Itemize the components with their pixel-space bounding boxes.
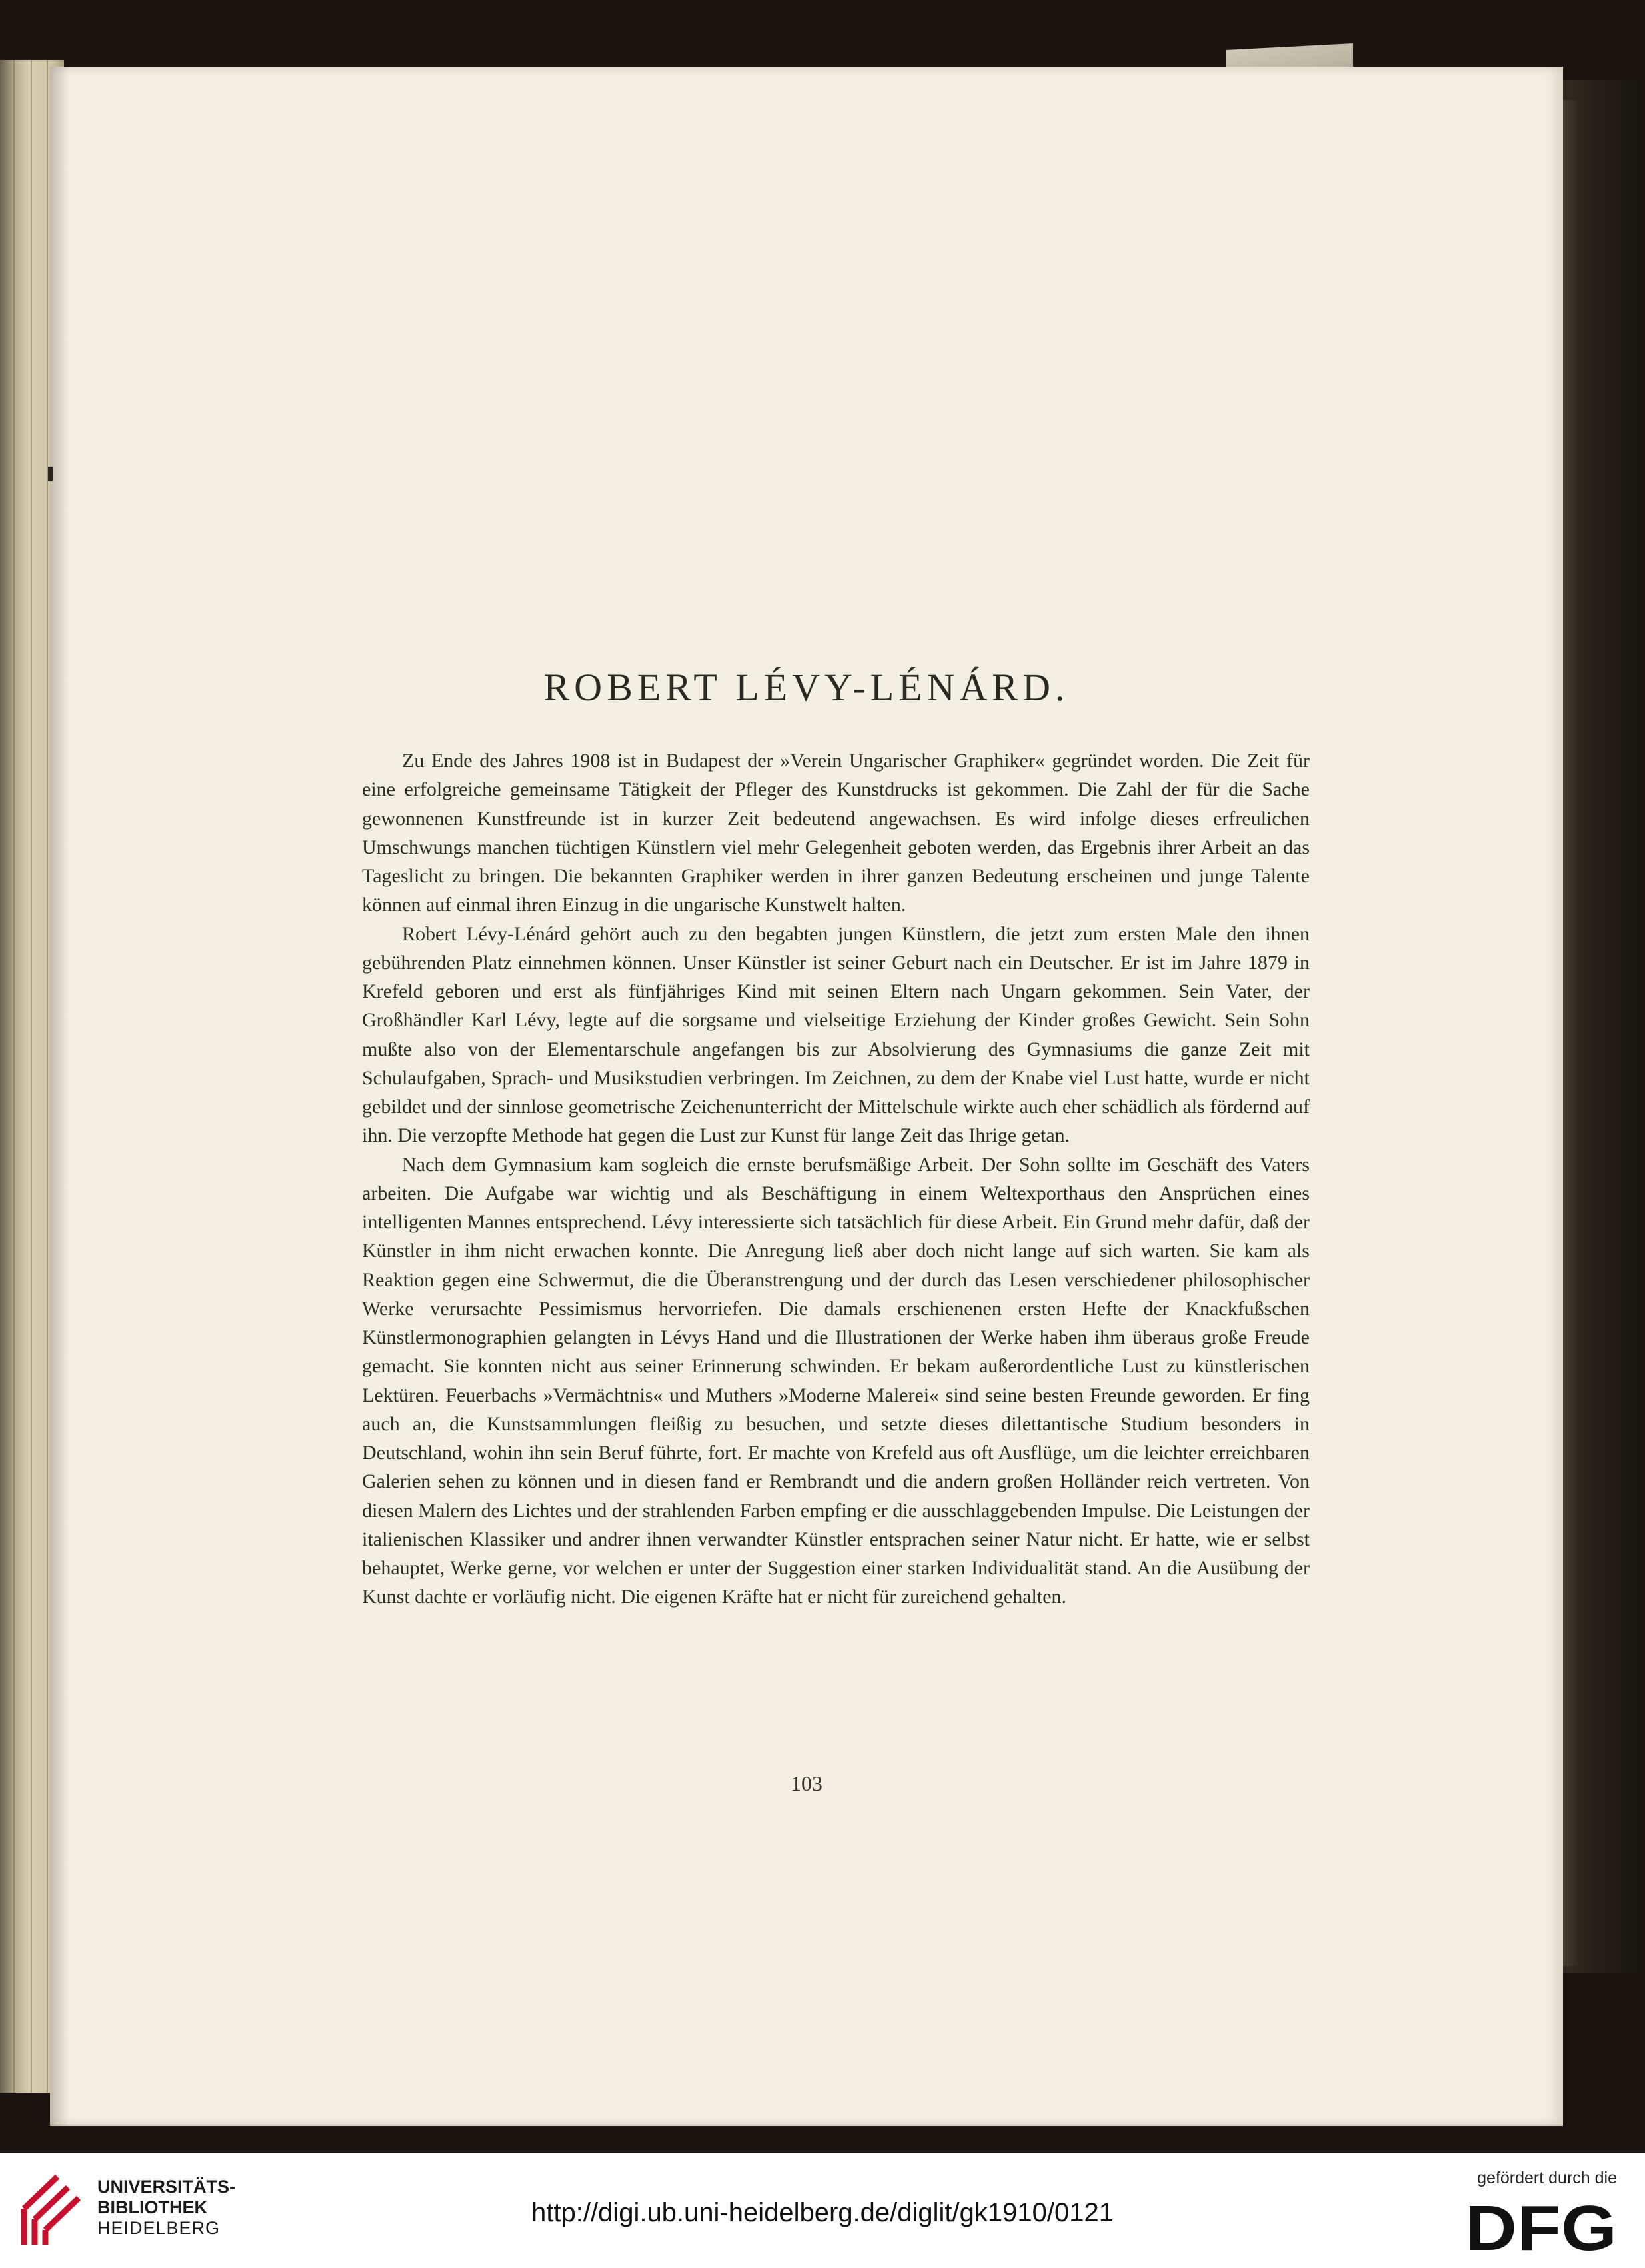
dfg-logo-icon xyxy=(1465,2197,1618,2255)
paragraph-3: Nach dem Gymnasium kam sogleich die ernste berufsmäßige Arbeit. Der Sohn sollte im Geschäft des Vaters arbeiten. Die Aufgabe war wichtig und als Beschäftigung in einem Weltexporthaus den Ansprüchen eines intelligenten Mannes entsprechend. Lévy interessierte sich tatsächlich für diese Arbeit. Ein Grund mehr dafür, daß der Künstler in ihm nicht erwachen konnte. Die Anregung ließ aber doch nicht lange auf sich warten. Sie kam als Reaktion gegen eine Schwermut, die die Überanstrengung und der durch das Lesen verschiedener philosophischer Werke verursachte Pessimismus hervorriefen. Die damals erschienenen ersten Hefte der Knackfußschen Künstlermonographien gelangten in Lévys Hand und die Illustrationen der Werke haben ihm überaus große Freude gemacht. Sie konnten nicht aus seiner Erinnerung schwinden. Er bekam außerordentliche Lust zu künstlerischen Lektüren. Feuerbachs »Vermächtnis« und Muthers »Moderne Malerei« sind seine besten Freunde geworden. Er fing auch an, die Kunstsammlungen fleißig zu besuchen, und setzte dieses dilettantische Studium besonders in Deutschland, wohin ihn sein Beruf führte, fort. Er machte von Krefeld aus oft Ausflüge, um die leichter erreichbaren Galerien sehen zu können und in diesen fand er Rembrandt und die andern großen Holländer reich vertreten. Von diesen Malern des Lichtes und der strahlenden Farben empfing er die ausschlaggebenden Impulse. Die Leistungen der italienischen Klassiker und andrer ihnen verwandter Künstler entsprachen seiner Natur nicht. Er hatte, wie er selbst behauptet, Werke gerne, vor welchen er unter der Suggestion einer starken Individualität stand. An die Ausübung der Kunst dachte er vorläufig nicht. Die eigenen Kräfte hat er nicht für zureichend gehalten. xyxy=(362,1153,1310,1608)
paragraph-2: Robert Lévy-Lénárd gehört auch zu den begabten jungen Künstlern, die jetzt zum ersten Male den ihnen gebührenden Platz einnehmen können. Unser Künstler ist seiner Geburt nach ein Deutscher. Er ist im Jahre 1879 in Krefeld geboren und erst als fünfjähriges Kind mit seinen Eltern nach Ungarn gekommen. Sein Vater, der Großhändler Karl Lévy, legte auf die sorgsame und vielseitige Erziehung der Kinder großes Gewicht. Sein Sohn mußte also von der Elementarschule angefangen bis zur Absolvierung des Gymnasiums die ganze Zeit mit Schulaufgaben, Sprach- und Musikstudien verbringen. Im Zeichnen, zu dem der Knabe viel Lust hatte, wurde er nicht gebildet und der sinnlose geometrische Zeichenunterricht der Mittelschule wirkte auch eher schädlich als fördernd auf ihn. Die verzopfte Methode hat gegen die Lust zur Kunst für lange Zeit das Ihrige getan. xyxy=(362,922,1310,1147)
article-title: ROBERT LÉVY-LÉNÁRD. xyxy=(543,666,1070,709)
footer-bar xyxy=(0,2153,1645,2268)
paragraph-1: Zu Ende des Jahres 1908 ist in Budapest der »Verein Ungarischer Graphiker« gegründet worden. Die Zeit für eine erfolgreiche gemeinsame Tätigkeit der Pfleger des Kunstdrucks ist gekommen. Die Zahl der für die Sache gewonnenen Kunstfreunde ist in kurzer Zeit bedeutend angewachsen. Es wird infolge dieses erfreulichen Umschwungs manchen tüchtigen Künstlern viel mehr Gelegenheit geboten werden, das Ergebnis ihrer Arbeit an das Tageslicht zu bringen. Die bekannten Graphiker werden in ihrer ganzen Bedeutung erscheinen und junge Talente können auf einmal ihren Einzug in die ungarische Kunstwelt halten. xyxy=(362,750,1310,916)
page-number: 103 xyxy=(791,1771,823,1795)
article-body xyxy=(362,746,1310,1612)
sponsor-label: gefördert durch die xyxy=(1477,2169,1617,2187)
edge-mark xyxy=(48,467,53,481)
dfg-logo-text: DFG xyxy=(1465,2197,1617,2255)
library-line-3: HEIDELBERG xyxy=(97,2218,221,2238)
library-line-1: UNIVERSITÄTS- xyxy=(97,2177,236,2197)
book-page xyxy=(50,67,1563,2126)
gutter-shadow xyxy=(50,67,70,2126)
library-line-2: BIBLIOTHEK xyxy=(97,2197,207,2217)
permalink-url[interactable]: http://digi.ub.uni-heidelberg.de/diglit/gk1910/0121 xyxy=(531,2198,1114,2227)
